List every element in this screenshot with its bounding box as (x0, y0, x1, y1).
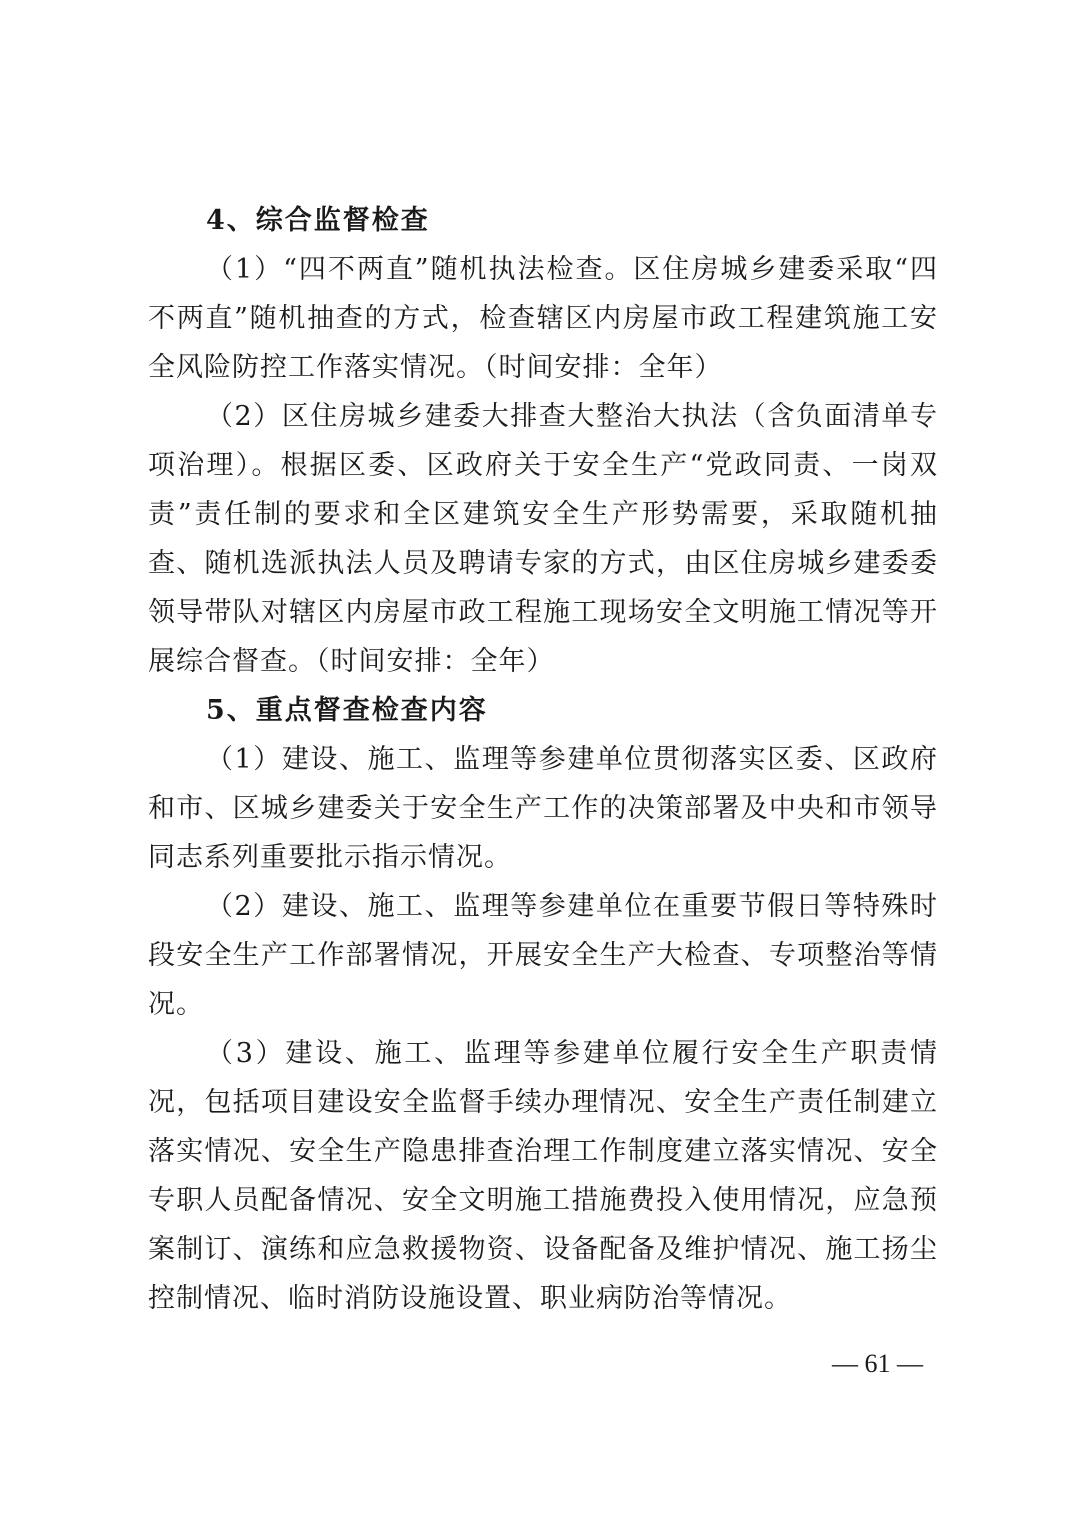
page-body (148, 196, 938, 1323)
paragraph-random-inspection: （1）“四不两直”随机执法检查。区住房城乡建委采取“四不两直”随机抽查的方式，检查辖区内房屋市政工程建筑施工安全风险防控工作落实情况。（时间安排：全年） (148, 254, 938, 383)
paragraph-holiday-safety: （2）建设、施工、监理等参建单位在重要节假日等特殊时段安全生产工作部署情况，开展安全生产大检查、专项整治等情况。 (148, 891, 938, 1020)
paragraph-safety-responsibilities: （3）建设、施工、监理等参建单位履行安全生产职责情况，包括项目建设安全监督手续办理情况、安全生产责任制建立落实情况、安全生产隐患排查治理工作制度建立落实情况、安全专职人员配备情况、安全文明施工措施费投入使用情况，应急预案制订、演练和应急救援物资、设备配备及维护情况、施工扬尘控制情况、临时消防设施设置、职业病防治等情况。 (148, 1038, 938, 1314)
paragraph-implementation-of-decisions: （1）建设、施工、监理等参建单位贯彻落实区委、区政府和市、区城乡建委关于安全生产工作的决策部署及中央和市领导同志系列重要批示指示情况。 (148, 744, 938, 873)
section-heading-comprehensive-inspection: 4、综合监督检查 (206, 205, 430, 236)
section-heading-key-inspection-content: 5、重点督查检查内容 (206, 695, 488, 726)
paragraph-major-investigation: （2）区住房城乡建委大排查大整治大执法（含负面清单专项治理）。根据区委、区政府关于安全生产“党政同责、一岗双责”责任制的要求和全区建筑安全生产形势需要，采取随机抽查、随机选派执法人员及聘请专家的方式，由区住房城乡建委委领导带队对辖区内房屋市政工程施工现场安全文明施工情况等开展综合督查。（时间安排：全年） (148, 401, 938, 677)
page-number: — 61 — (832, 1349, 923, 1378)
